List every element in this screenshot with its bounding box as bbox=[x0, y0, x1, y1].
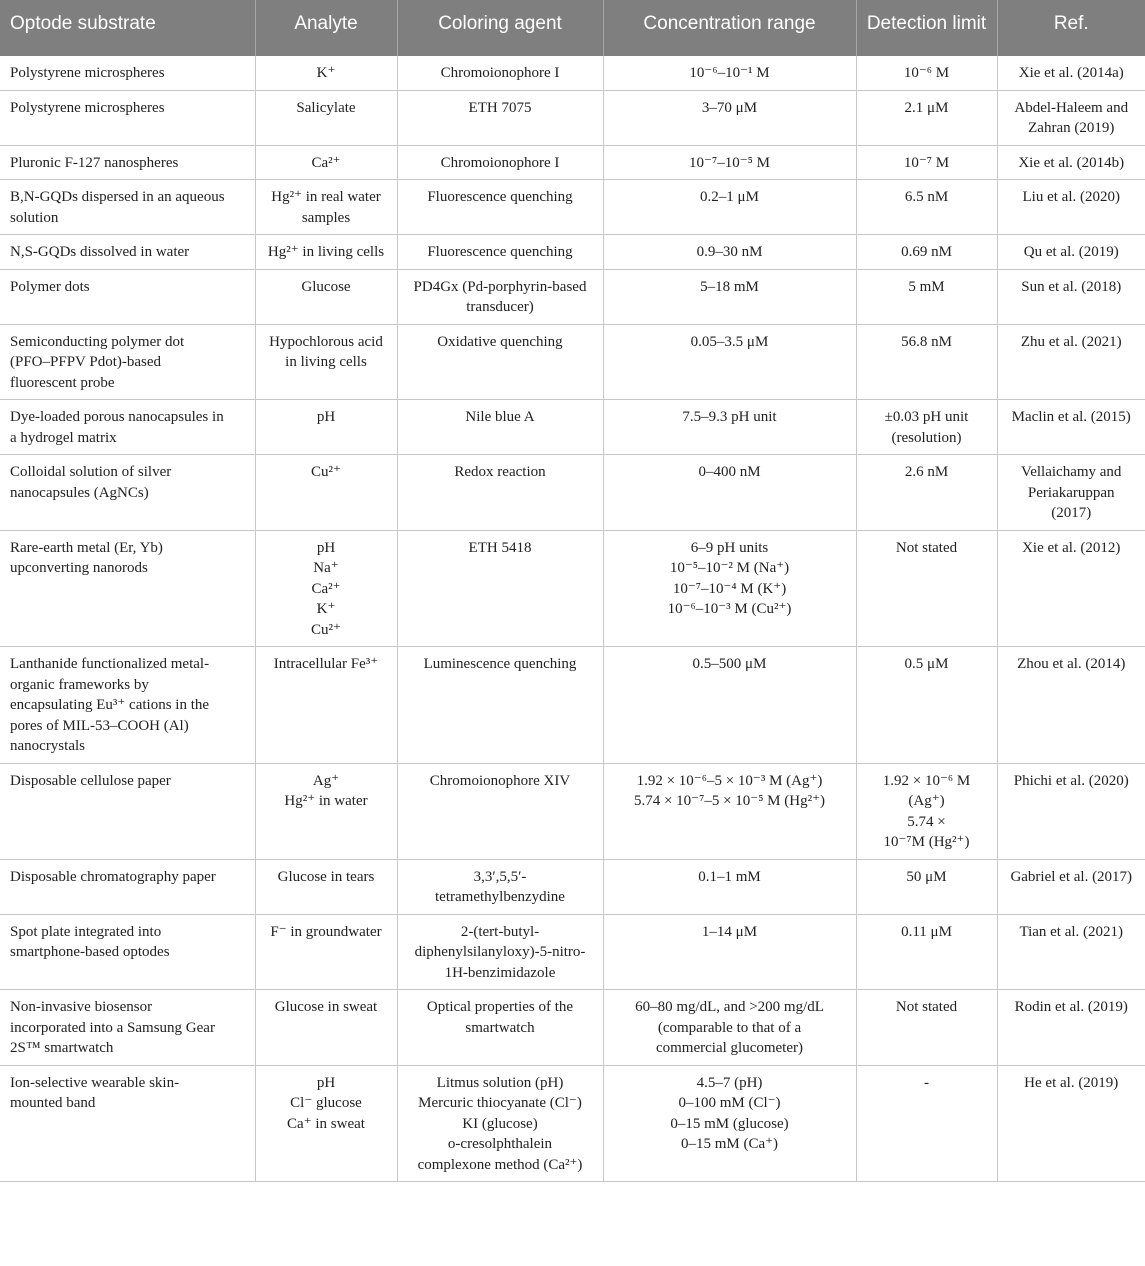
cell-optode-substrate-line: (PFO–PFPV Pdot)-based bbox=[10, 354, 162, 370]
cell-ref-line: Zhou et al. (2014) bbox=[1017, 656, 1126, 672]
cell-optode-substrate-line: incorporated into a Samsung Gear bbox=[10, 1019, 215, 1036]
table-header bbox=[0, 0, 1145, 56]
header-row bbox=[0, 0, 1145, 56]
cell-ref bbox=[997, 90, 1145, 145]
cell-optode-substrate-line: Ion-selective wearable skin- bbox=[10, 1074, 180, 1091]
cell-coloring-agent-line: Chromoionophore XIV bbox=[429, 772, 571, 789]
cell-analyte-line: Ag⁺ bbox=[312, 772, 340, 789]
cell-concentration-range-line: 1.92 × 10⁻⁶–5 × 10⁻³ M (Ag⁺) bbox=[636, 772, 823, 789]
cell-concentration-range-line: 5.74 × 10⁻⁷–5 × 10⁻⁵ M (Hg²⁺) bbox=[633, 793, 826, 809]
cell-optode-substrate bbox=[0, 324, 255, 400]
cell-detection-limit-line: 2.1 μM bbox=[904, 99, 949, 116]
cell-ref-line: Xie et al. (2012) bbox=[1022, 539, 1121, 556]
cell-analyte bbox=[255, 235, 397, 270]
cell-analyte-line: Cl⁻ glucose bbox=[290, 1095, 362, 1111]
cell-detection-limit-line: 0.11 μM bbox=[901, 923, 952, 940]
cell-coloring-agent-line: Mercuric thiocyanate (Cl⁻) bbox=[418, 1095, 582, 1111]
cell-ref-line: Rodin et al. (2019) bbox=[1014, 999, 1128, 1015]
cell-detection-limit bbox=[856, 1065, 997, 1182]
cell-analyte-line: Cu²⁺ bbox=[311, 621, 341, 638]
cell-concentration-range bbox=[603, 56, 856, 90]
cell-analyte-line: Glucose in tears bbox=[277, 868, 375, 885]
cell-analyte-line: Hg²⁺ in real water bbox=[271, 189, 381, 205]
cell-concentration-range-line: 3–70 μM bbox=[701, 99, 758, 116]
cell-detection-limit bbox=[856, 90, 997, 145]
cell-analyte bbox=[255, 400, 397, 455]
header-coloring-agent: Coloring agent bbox=[397, 0, 603, 56]
cell-ref bbox=[997, 324, 1145, 400]
cell-analyte-line: Ca⁺ in sweat bbox=[287, 1115, 365, 1132]
cell-analyte-line: Glucose in sweat bbox=[274, 999, 378, 1015]
cell-detection-limit bbox=[856, 400, 997, 455]
cell-optode-substrate bbox=[0, 235, 255, 270]
cell-optode-substrate-line: Pluronic F-127 nanospheres bbox=[10, 154, 179, 171]
cell-ref-line: Tian et al. (2021) bbox=[1019, 923, 1124, 940]
cell-optode-substrate bbox=[0, 180, 255, 235]
cell-ref bbox=[997, 530, 1145, 647]
cell-optode-substrate bbox=[0, 859, 255, 914]
cell-concentration-range bbox=[603, 90, 856, 145]
cell-optode-substrate-line: Semiconducting polymer dot bbox=[10, 333, 185, 350]
table-row bbox=[0, 859, 1145, 914]
cell-analyte bbox=[255, 180, 397, 235]
cell-detection-limit bbox=[856, 859, 997, 914]
table-row bbox=[0, 269, 1145, 324]
cell-ref-line: Maclin et al. (2015) bbox=[1011, 409, 1131, 425]
cell-detection-limit-line: ±0.03 pH unit bbox=[884, 409, 969, 425]
cell-concentration-range bbox=[603, 647, 856, 764]
cell-detection-limit-line: 50 μM bbox=[906, 868, 947, 885]
cell-optode-substrate-line: nanocrystals bbox=[10, 738, 85, 754]
cell-analyte bbox=[255, 324, 397, 400]
cell-optode-substrate bbox=[0, 914, 255, 990]
cell-detection-limit bbox=[856, 56, 997, 90]
cell-analyte-line: Glucose bbox=[301, 278, 351, 295]
cell-detection-limit-line: 1.92 × 10⁻⁶ M bbox=[882, 772, 971, 789]
cell-concentration-range-line: 10⁻⁶–10⁻³ M (Cu²⁺) bbox=[667, 601, 792, 617]
cell-optode-substrate-line: Disposable cellulose paper bbox=[10, 772, 171, 789]
cell-optode-substrate-line: fluorescent probe bbox=[10, 374, 115, 391]
cell-concentration-range bbox=[603, 400, 856, 455]
cell-coloring-agent bbox=[397, 990, 603, 1066]
cell-detection-limit bbox=[856, 324, 997, 400]
cell-optode-substrate-line: B,N-GQDs dispersed in an aqueous bbox=[10, 189, 225, 205]
cell-concentration-range-line: 0–400 nM bbox=[698, 464, 761, 480]
table-row bbox=[0, 530, 1145, 647]
cell-analyte bbox=[255, 455, 397, 531]
cell-analyte bbox=[255, 914, 397, 990]
cell-analyte-line: Intracellular Fe³⁺ bbox=[273, 656, 379, 672]
cell-coloring-agent-line: Optical properties of the bbox=[426, 999, 574, 1015]
cell-optode-substrate-line: solution bbox=[10, 209, 59, 226]
cell-concentration-range-line: 0.2–1 μM bbox=[700, 189, 759, 205]
header-detection-limit: Detection limit bbox=[856, 0, 997, 56]
cell-detection-limit-line: 5.74 × bbox=[907, 813, 946, 830]
cell-ref bbox=[997, 647, 1145, 764]
cell-coloring-agent-line: Nile blue A bbox=[465, 409, 535, 425]
cell-ref-line: Phichi et al. (2020) bbox=[1013, 772, 1129, 789]
cell-ref bbox=[997, 180, 1145, 235]
table-row bbox=[0, 763, 1145, 859]
cell-detection-limit-line: 0.69 nM bbox=[901, 244, 952, 260]
cell-ref bbox=[997, 763, 1145, 859]
cell-concentration-range-line: 4.5–7 (pH) bbox=[696, 1074, 763, 1091]
cell-coloring-agent bbox=[397, 56, 603, 90]
table-row bbox=[0, 180, 1145, 235]
table-row bbox=[0, 647, 1145, 764]
cell-detection-limit bbox=[856, 914, 997, 990]
cell-concentration-range-line: 10⁻⁵–10⁻² M (Na⁺) bbox=[669, 560, 790, 576]
cell-optode-substrate-line: Non-invasive biosensor bbox=[10, 999, 153, 1015]
cell-detection-limit bbox=[856, 763, 997, 859]
cell-concentration-range-line: 10⁻⁶–10⁻¹ M bbox=[689, 65, 770, 81]
cell-concentration-range-line: 0.1–1 mM bbox=[698, 868, 761, 885]
cell-coloring-agent-line: Fluorescence quenching bbox=[427, 244, 573, 260]
cell-detection-limit-line: 10⁻⁷M (Hg²⁺) bbox=[883, 834, 970, 850]
cell-optode-substrate-line: nanocapsules (AgNCs) bbox=[10, 484, 149, 501]
cell-concentration-range bbox=[603, 530, 856, 647]
cell-ref-line: Xie et al. (2014b) bbox=[1018, 154, 1125, 171]
cell-detection-limit bbox=[856, 647, 997, 764]
cell-detection-limit-line: 6.5 nM bbox=[904, 189, 949, 205]
cell-coloring-agent bbox=[397, 1065, 603, 1182]
table-row bbox=[0, 90, 1145, 145]
cell-coloring-agent-line: o-cresolphthalein bbox=[447, 1136, 553, 1152]
cell-optode-substrate-line: smartphone-based optodes bbox=[10, 944, 170, 960]
cell-optode-substrate bbox=[0, 763, 255, 859]
cell-detection-limit-line: 2.6 nM bbox=[904, 464, 949, 480]
cell-ref-line: Xie et al. (2014a) bbox=[1018, 65, 1124, 81]
cell-ref bbox=[997, 990, 1145, 1066]
cell-detection-limit-line: 56.8 nM bbox=[901, 333, 952, 350]
cell-detection-limit-line: 0.5 μM bbox=[904, 656, 949, 672]
cell-coloring-agent-line: ETH 7075 bbox=[468, 99, 532, 116]
cell-optode-substrate-line: encapsulating Eu³⁺ cations in the bbox=[10, 697, 210, 713]
cell-analyte bbox=[255, 269, 397, 324]
table-row bbox=[0, 990, 1145, 1066]
table-body bbox=[0, 56, 1145, 1182]
cell-ref bbox=[997, 235, 1145, 270]
cell-ref-line: Qu et al. (2019) bbox=[1023, 244, 1119, 260]
cell-coloring-agent bbox=[397, 859, 603, 914]
cell-optode-substrate bbox=[0, 647, 255, 764]
cell-optode-substrate-line: Polystyrene microspheres bbox=[10, 99, 165, 116]
cell-optode-substrate-line: pores of MIL-53–COOH (Al) bbox=[10, 717, 189, 734]
cell-ref-line: He et al. (2019) bbox=[1024, 1074, 1119, 1091]
cell-concentration-range bbox=[603, 455, 856, 531]
cell-ref-line: Vellaichamy and bbox=[1021, 464, 1122, 480]
cell-detection-limit-line: Not stated bbox=[895, 999, 958, 1015]
cell-detection-limit-line: 10⁻⁷ M bbox=[903, 154, 950, 171]
cell-concentration-range bbox=[603, 914, 856, 990]
header-ref: Ref. bbox=[997, 0, 1145, 56]
cell-analyte-line: Hypochlorous acid bbox=[269, 333, 383, 350]
cell-detection-limit bbox=[856, 180, 997, 235]
cell-coloring-agent-line: tetramethylbenzydine bbox=[435, 889, 565, 905]
cell-analyte-line: in living cells bbox=[285, 354, 367, 370]
cell-coloring-agent bbox=[397, 90, 603, 145]
cell-optode-substrate bbox=[0, 269, 255, 324]
cell-coloring-agent-line: Luminescence quenching bbox=[423, 656, 577, 672]
table-row bbox=[0, 914, 1145, 990]
cell-concentration-range-line: commercial glucometer) bbox=[655, 1040, 803, 1056]
cell-optode-substrate bbox=[0, 90, 255, 145]
cell-detection-limit-line: (resolution) bbox=[891, 429, 962, 446]
cell-concentration-range-line: 60–80 mg/dL, and ˃200 mg/dL bbox=[635, 999, 824, 1015]
cell-concentration-range-line: 0–15 mM (glucose) bbox=[670, 1115, 789, 1132]
cell-coloring-agent bbox=[397, 324, 603, 400]
cell-coloring-agent bbox=[397, 647, 603, 764]
cell-analyte-line: Salicylate bbox=[296, 99, 356, 116]
header-analyte: Analyte bbox=[255, 0, 397, 56]
cell-concentration-range bbox=[603, 763, 856, 859]
cell-coloring-agent-line: Oxidative quenching bbox=[437, 333, 563, 350]
cell-analyte bbox=[255, 647, 397, 764]
cell-analyte-line: Ca²⁺ bbox=[311, 154, 341, 171]
cell-concentration-range bbox=[603, 235, 856, 270]
cell-optode-substrate-line: Dye-loaded porous nanocapsules in bbox=[10, 409, 224, 425]
cell-coloring-agent bbox=[397, 763, 603, 859]
cell-analyte-line: K⁺ bbox=[316, 65, 336, 81]
cell-concentration-range-line: 0.5–500 μM bbox=[692, 656, 767, 672]
cell-coloring-agent-line: 3,3′,5,5′- bbox=[473, 868, 527, 885]
cell-analyte bbox=[255, 145, 397, 180]
cell-optode-substrate-line: Rare-earth metal (Er, Yb) bbox=[10, 539, 163, 556]
cell-ref bbox=[997, 859, 1145, 914]
header-concentration-range: Concentration range bbox=[603, 0, 856, 56]
cell-ref bbox=[997, 455, 1145, 531]
cell-analyte-line: Hg²⁺ in water bbox=[284, 793, 368, 809]
cell-ref-line: Abdel-Haleem and bbox=[1014, 99, 1129, 116]
cell-coloring-agent bbox=[397, 145, 603, 180]
cell-coloring-agent-line: ETH 5418 bbox=[468, 539, 532, 556]
table-row bbox=[0, 455, 1145, 531]
cell-optode-substrate-line: Colloidal solution of silver bbox=[10, 464, 172, 480]
table-row bbox=[0, 400, 1145, 455]
cell-analyte-line: K⁺ bbox=[316, 601, 336, 617]
cell-optode-substrate bbox=[0, 990, 255, 1066]
cell-detection-limit bbox=[856, 145, 997, 180]
cell-concentration-range-line: 1–14 μM bbox=[701, 923, 758, 940]
cell-concentration-range bbox=[603, 145, 856, 180]
cell-optode-substrate bbox=[0, 145, 255, 180]
cell-optode-substrate bbox=[0, 400, 255, 455]
cell-analyte-line: F⁻ in groundwater bbox=[270, 923, 382, 940]
cell-coloring-agent-line: Chromoionophore I bbox=[440, 65, 560, 81]
cell-coloring-agent-line: Fluorescence quenching bbox=[427, 189, 573, 205]
cell-optode-substrate-line: upconverting nanorods bbox=[10, 560, 148, 576]
header-optode-substrate: Optode substrate bbox=[0, 0, 255, 56]
cell-optode-substrate bbox=[0, 56, 255, 90]
cell-coloring-agent-line: transducer) bbox=[466, 299, 534, 315]
cell-coloring-agent-line: Litmus solution (pH) bbox=[436, 1074, 564, 1091]
table-row bbox=[0, 324, 1145, 400]
cell-optode-substrate-line: Lanthanide functionalized metal- bbox=[10, 656, 210, 672]
cell-ref bbox=[997, 400, 1145, 455]
cell-coloring-agent bbox=[397, 455, 603, 531]
cell-ref bbox=[997, 914, 1145, 990]
cell-concentration-range bbox=[603, 859, 856, 914]
cell-analyte-line: Na⁺ bbox=[313, 560, 339, 576]
cell-analyte-line: pH bbox=[316, 1074, 336, 1091]
cell-concentration-range bbox=[603, 990, 856, 1066]
cell-coloring-agent-line: KI (glucose) bbox=[462, 1115, 538, 1132]
cell-analyte bbox=[255, 990, 397, 1066]
cell-ref-line: Zhu et al. (2021) bbox=[1020, 333, 1122, 350]
cell-optode-substrate bbox=[0, 1065, 255, 1182]
cell-ref-line: Gabriel et al. (2017) bbox=[1010, 868, 1133, 885]
cell-coloring-agent-line: 1H-benzimidazole bbox=[444, 964, 556, 981]
cell-coloring-agent bbox=[397, 530, 603, 647]
cell-coloring-agent-line: diphenylsilanyloxy)-5-nitro- bbox=[414, 944, 586, 960]
cell-detection-limit-line: 10⁻⁶ M bbox=[903, 65, 950, 81]
cell-detection-limit-line: (Ag⁺) bbox=[908, 793, 945, 809]
cell-coloring-agent-line: smartwatch bbox=[465, 1019, 535, 1036]
cell-ref bbox=[997, 1065, 1145, 1182]
cell-coloring-agent bbox=[397, 269, 603, 324]
cell-optode-substrate-line: 2S™ smartwatch bbox=[10, 1040, 114, 1056]
cell-ref-line: Sun et al. (2018) bbox=[1021, 278, 1122, 295]
cell-concentration-range bbox=[603, 180, 856, 235]
cell-optode-substrate-line: a hydrogel matrix bbox=[10, 429, 117, 446]
cell-concentration-range bbox=[603, 324, 856, 400]
cell-coloring-agent-line: complexone method (Ca²⁺) bbox=[417, 1156, 583, 1173]
cell-coloring-agent-line: PD4Gx (Pd-porphyrin-based bbox=[413, 278, 587, 295]
cell-concentration-range-line: 0.9–30 nM bbox=[696, 244, 763, 260]
cell-analyte-line: Hg²⁺ in living cells bbox=[267, 244, 385, 260]
cell-concentration-range-line: 0.05–3.5 μM bbox=[690, 333, 769, 350]
cell-analyte bbox=[255, 763, 397, 859]
cell-coloring-agent-line: Chromoionophore I bbox=[440, 154, 560, 171]
cell-ref bbox=[997, 56, 1145, 90]
cell-detection-limit bbox=[856, 530, 997, 647]
cell-detection-limit-line: Not stated bbox=[895, 539, 958, 556]
cell-optode-substrate-line: mounted band bbox=[10, 1095, 96, 1111]
cell-coloring-agent bbox=[397, 400, 603, 455]
cell-detection-limit bbox=[856, 269, 997, 324]
cell-optode-substrate-line: N,S-GQDs dissolved in water bbox=[10, 244, 190, 260]
cell-ref-line: Periakaruppan bbox=[1027, 484, 1115, 501]
table-row bbox=[0, 145, 1145, 180]
cell-concentration-range-line: 0–100 mM (Cl⁻) bbox=[678, 1095, 781, 1111]
cell-analyte bbox=[255, 530, 397, 647]
cell-ref-line: Liu et al. (2020) bbox=[1022, 189, 1120, 205]
cell-concentration-range-line: (comparable to that of a bbox=[657, 1019, 802, 1036]
cell-detection-limit-line: - bbox=[924, 1074, 929, 1091]
cell-concentration-range-line: 6–9 pH units bbox=[690, 539, 769, 556]
cell-analyte-line: pH bbox=[316, 409, 336, 425]
cell-analyte bbox=[255, 1065, 397, 1182]
cell-ref-line: (2017) bbox=[1051, 505, 1092, 521]
cell-analyte-line: samples bbox=[301, 209, 351, 226]
table-row bbox=[0, 235, 1145, 270]
cell-coloring-agent-line: 2-(tert-butyl- bbox=[460, 923, 540, 940]
table-row bbox=[0, 1065, 1145, 1182]
cell-concentration-range-line: 0–15 mM (Ca⁺) bbox=[680, 1136, 779, 1152]
cell-optode-substrate bbox=[0, 530, 255, 647]
cell-detection-limit bbox=[856, 455, 997, 531]
cell-optode-substrate-line: Disposable chromatography paper bbox=[10, 868, 216, 885]
cell-ref-line: Zahran (2019) bbox=[1028, 120, 1115, 136]
cell-concentration-range-line: 7.5–9.3 pH unit bbox=[682, 409, 777, 425]
cell-coloring-agent bbox=[397, 180, 603, 235]
cell-concentration-range-line: 10⁻⁷–10⁻⁵ M bbox=[689, 154, 770, 171]
cell-analyte-line: Ca²⁺ bbox=[311, 580, 341, 597]
cell-optode-substrate-line: Polystyrene microspheres bbox=[10, 65, 165, 81]
cell-concentration-range bbox=[603, 1065, 856, 1182]
cell-concentration-range bbox=[603, 269, 856, 324]
cell-ref bbox=[997, 269, 1145, 324]
cell-coloring-agent bbox=[397, 914, 603, 990]
cell-optode-substrate-line: Polymer dots bbox=[10, 278, 90, 295]
cell-concentration-range-line: 5–18 mM bbox=[700, 278, 759, 295]
cell-ref bbox=[997, 145, 1145, 180]
cell-analyte bbox=[255, 90, 397, 145]
cell-detection-limit bbox=[856, 990, 997, 1066]
cell-analyte-line: Cu²⁺ bbox=[311, 464, 341, 480]
cell-analyte-line: pH bbox=[316, 539, 336, 556]
cell-detection-limit bbox=[856, 235, 997, 270]
cell-coloring-agent-line: Redox reaction bbox=[454, 464, 546, 480]
cell-optode-substrate bbox=[0, 455, 255, 531]
cell-coloring-agent bbox=[397, 235, 603, 270]
cell-analyte bbox=[255, 56, 397, 90]
cell-detection-limit-line: 5 mM bbox=[908, 278, 945, 295]
cell-concentration-range-line: 10⁻⁷–10⁻⁴ M (K⁺) bbox=[672, 580, 787, 597]
table-row bbox=[0, 56, 1145, 90]
cell-optode-substrate-line: Spot plate integrated into bbox=[10, 923, 162, 940]
cell-optode-substrate-line: organic frameworks by bbox=[10, 676, 149, 693]
cell-analyte bbox=[255, 859, 397, 914]
